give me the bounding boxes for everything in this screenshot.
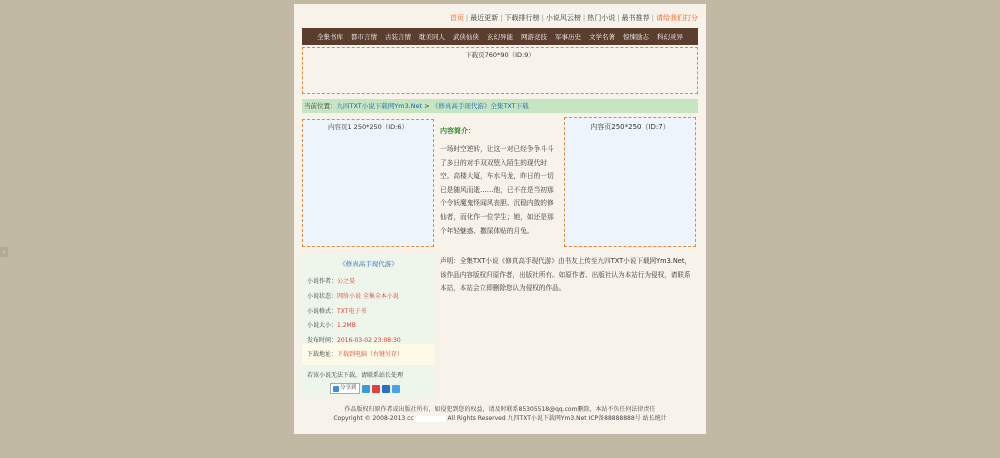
nav-item[interactable]: 科幻灵异 (657, 33, 683, 41)
page-container (294, 4, 706, 434)
download-line: 下载地址：下载到电脑（右键另存） (307, 351, 404, 358)
format-value: TXT电子书 (337, 308, 367, 315)
download-link[interactable]: 下载到电脑（右键另存） (337, 351, 404, 358)
intro-text: 一场时空逆转，让这一对已经争争斗斗了多日的对手双双堕入陌生的现代时空。高楼大厦，车水马龙，昨日的一切已是随风而逝……他，已不在是当初那个令妖魔鬼怪闻风丧胆、沉稳内敛的修仙者，而化作一位学生；她，如还是那个年轻魅惑、撒屎体贴的月兔。 (440, 145, 554, 235)
qzone-share-icon[interactable] (362, 385, 370, 393)
nav-item[interactable]: 军事历史 (555, 33, 581, 41)
download-note: 若该小说无法下载，请联系站长处理 (307, 372, 404, 379)
format-row: 小说格式：TXT电子书 (307, 308, 367, 315)
share-button[interactable]: 分享到 (330, 383, 360, 394)
ranking-link[interactable]: 下载排行榜 (504, 14, 540, 22)
nav-item[interactable]: 惊悚励志 (623, 33, 649, 41)
nav-item[interactable]: 古装言情 (385, 33, 411, 41)
share-bar (330, 383, 400, 394)
breadcrumb-site-link[interactable]: 九四TXT小说下载网Ym3.Net (336, 102, 423, 110)
top-ad-label: 下载页760*90（ID:9） (465, 51, 535, 59)
download-row (302, 344, 435, 365)
nav-item[interactable]: 耽美同人 (419, 33, 445, 41)
time-row: 发布时间：2016-03-02 23:08:30 (307, 337, 401, 344)
recent-link[interactable]: 最近更新 (470, 14, 499, 22)
left-ad-placeholder (302, 119, 434, 247)
breadcrumb-separator: > (424, 102, 430, 110)
renren-share-icon[interactable] (392, 385, 400, 393)
recommend-link[interactable]: 最书推荐 (621, 14, 650, 22)
nav-item[interactable]: 网游竞技 (521, 33, 547, 41)
footer (294, 405, 706, 423)
nav-item[interactable]: 都市言情 (351, 33, 377, 41)
side-arrow-icon[interactable]: ‹ (0, 247, 8, 257)
nav-item[interactable]: 武侠仙侠 (453, 33, 479, 41)
home-link[interactable]: 首页 (449, 14, 464, 22)
weibo-share-icon[interactable] (372, 385, 380, 393)
right-ad-placeholder (564, 117, 696, 247)
book-info-panel (302, 254, 435, 398)
footer-notice: 作品版权归原作者或出版社所有，如侵犯到您的权益，请及时联系85305518@qq.com删除，本站不负任何法律责任 (344, 406, 656, 413)
breadcrumb-book-link[interactable]: 《修真高手现代游》全集TXT下载 (431, 102, 529, 110)
main-nav (302, 28, 698, 45)
hot-link[interactable]: 热门小说 (587, 14, 616, 22)
rate-link[interactable]: 请给我们打分 (656, 14, 698, 22)
nav-item[interactable]: 文学名著 (589, 33, 615, 41)
left-ad-label: 内容页1 250*250（ID:6） (327, 123, 408, 131)
top-links: 首页 | 最近更新 | 下载排行榜 | 小说风云榜 | 热门小说 | 最书推荐 | 请给我们打分 (449, 14, 698, 22)
status-value[interactable]: 网络小说 全集全本小说 (337, 293, 399, 300)
book-title-link[interactable]: 《修真高手现代游》 (339, 260, 398, 268)
status-row: 小说状态：网络小说 全集全本小说 (307, 293, 399, 300)
redacted-block (416, 416, 446, 422)
author-row: 小说作者：公之晏 (307, 278, 356, 285)
author-value[interactable]: 公之晏 (337, 278, 356, 285)
stats-link[interactable]: 站长统计 (642, 415, 667, 422)
size-row: 小说大小：1.2MB (307, 322, 356, 329)
plus-icon (333, 386, 339, 392)
intro-title: 内容简介： (440, 127, 475, 135)
breadcrumb (302, 99, 698, 113)
footer-copyright: Copyright © 2008-2013 cc All Rights Reserved 九四TXT小说下载网Ym3.Net ICP备88888888号 站长统计 (333, 415, 667, 422)
nav-item[interactable]: 全集书库 (317, 33, 343, 41)
right-ad-label: 内容页250*250（ID:7） (590, 123, 670, 131)
cloud-link[interactable]: 小说风云榜 (545, 14, 581, 22)
time-value: 2016-03-02 23:08:30 (337, 337, 401, 344)
declaration-text: 声明：全集TXT小说《修真高手现代游》由书友上传至九四TXT小说下载网Ym3.Net，该作品内容版权归原作者，出版社所有。如原作者、出版社认为本站行为侵权，请联系本站，本站会立即删除您认为侵权的作品。 (440, 257, 692, 292)
size-value: 1.2MB (337, 322, 356, 329)
breadcrumb-prefix: 当前位置： (304, 102, 337, 110)
nav-item[interactable]: 玄幻异能 (487, 33, 513, 41)
top-ad-placeholder (302, 47, 698, 94)
tencent-share-icon[interactable] (382, 385, 390, 393)
